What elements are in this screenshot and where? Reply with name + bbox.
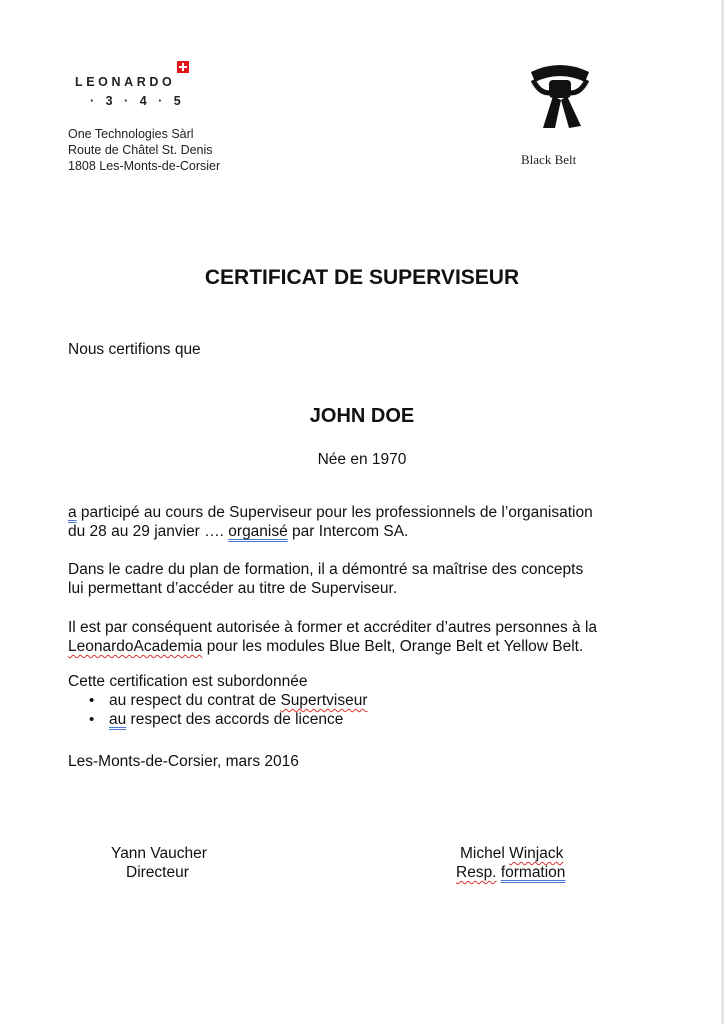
paragraph-3-line-2: LeonardoAcademia pour les modules Blue Belt, Orange Belt et Yellow Belt. xyxy=(68,638,584,655)
address-line-company: One Technologies Sàrl xyxy=(68,127,194,141)
signature-left-role: Directeur xyxy=(126,864,189,881)
paragraph-3-line-1: Il est par conséquent autorisée à former et accréditer d’autres personnes à la xyxy=(68,619,598,636)
paragraph-2-line-2: lui permettant d’accéder au titre de Superviseur. xyxy=(68,580,398,597)
address-line-city: 1808 Les-Monts-de-Corsier xyxy=(68,159,221,173)
black-belt-icon xyxy=(525,62,595,130)
birth-year: Née en 1970 xyxy=(317,451,407,468)
paragraph-2-line-1: Dans le cadre du plan de formation, il a démontré sa maîtrise des concepts xyxy=(68,561,584,578)
list-item: • au respect du contrat de Supertviseur xyxy=(68,691,367,710)
logo-numbers: · 3 · 4 · 5 xyxy=(90,94,185,108)
belt-label: Black Belt xyxy=(521,152,577,167)
logo-wordmark: LEONARDO xyxy=(75,75,176,89)
certificate-title: CERTIFICAT DE SUPERVISEUR xyxy=(204,266,520,289)
signature-right-role: Resp. formation xyxy=(456,864,566,881)
signature-left-name: Yann Vaucher xyxy=(111,845,207,862)
paragraph-1-line-1: a participé au cours de Superviseur pour les professionnels de l’organisation xyxy=(68,504,593,521)
person-name: JOHN DOE xyxy=(309,405,415,427)
swiss-flag-icon xyxy=(177,61,189,73)
intro-text: Nous certifions que xyxy=(68,341,201,358)
conditions-list xyxy=(68,691,367,729)
signature-right-name: Michel Winjack xyxy=(460,845,564,862)
list-item: • au respect des accords de licence xyxy=(68,710,367,729)
company-address xyxy=(68,126,220,174)
place-date: Les-Monts-de-Corsier, mars 2016 xyxy=(68,753,299,770)
paragraph-1-line-2: du 28 au 29 janvier …. organisé par Intercom SA. xyxy=(68,523,409,540)
address-line-street: Route de Châtel St. Denis xyxy=(68,143,213,157)
conditions-intro: Cette certification est subordonnée xyxy=(68,673,308,690)
